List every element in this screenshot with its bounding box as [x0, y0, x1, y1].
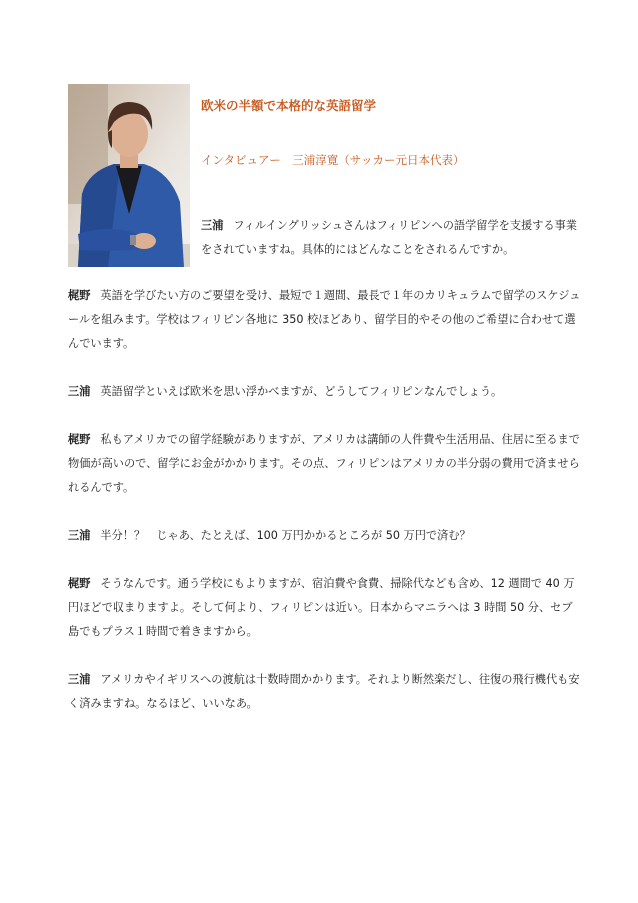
- dialogue-paragraph-3: [68, 380, 583, 404]
- dialogue-paragraph-7: [68, 668, 583, 716]
- dialogue-paragraph-4: [68, 428, 583, 500]
- speaker-name: 梶野: [68, 433, 91, 446]
- dialogue-paragraph-5: [68, 524, 583, 548]
- article-title: 欧米の半額で本格的な英語留学: [201, 98, 377, 113]
- speaker-name: 梶野: [68, 289, 91, 302]
- dialogue-paragraph-2: [68, 284, 583, 356]
- interviewer-byline: インタビュアー 三浦淳寛（サッカー元日本代表）: [201, 153, 465, 167]
- dialogue-text: 半分！？ じゃあ、たとえば、100 万円かかるところが 50 万円で済む？: [100, 529, 471, 542]
- speaker-name: 三浦: [201, 219, 224, 232]
- speaker-name: 梶野: [68, 577, 91, 590]
- dialogue-text: 英語留学といえば欧米を思い浮かべますが、どうしてフィリピンなんでしょう。: [100, 385, 503, 398]
- interviewee-photo: [68, 84, 190, 267]
- dialogue-paragraph-1: [201, 214, 581, 262]
- speaker-name: 三浦: [68, 529, 91, 542]
- dialogue-text: 英語を学びたい方のご要望を受け、最短で１週間、最長で１年のカリキュラムで留学のスケジュールを組みます。学校はフィリピン各地に 350 校ほどあり、留学目的やその他のご希望に合わせて選んでいます。: [68, 289, 581, 350]
- dialogue-text: そうなんです。通う学校にもよりますが、宿泊費や食費、掃除代なども含め、12 週間で 40 万円ほどで収まりますよ。そして何より、フィリピンは近い。日本からマニラへは 3 時間 50 分、セブ島でもプラス１時間で着きますから。: [68, 577, 575, 638]
- interview-body: [68, 284, 583, 740]
- dialogue-text: アメリカやイギリスへの渡航は十数時間かかります。それより断然楽だし、往復の飛行機代も安く済みますね。なるほど、いいなあ。: [68, 673, 580, 710]
- dialogue-text: 私もアメリカでの留学経験がありますが、アメリカは講師の人件費や生活用品、住居に至るまで物価が高いので、留学にお金がかかります。その点、フィリピンはアメリカの半分弱の費用で済ませられるんです。: [68, 433, 580, 494]
- dialogue-text: フィルイングリッシュさんはフィリピンへの語学留学を支援する事業をされていますね。具体的にはどんなことをされるんですか。: [201, 219, 577, 256]
- portrait-image: [68, 84, 190, 267]
- speaker-name: 三浦: [68, 385, 91, 398]
- speaker-name: 三浦: [68, 673, 91, 686]
- dialogue-paragraph-6: [68, 572, 583, 644]
